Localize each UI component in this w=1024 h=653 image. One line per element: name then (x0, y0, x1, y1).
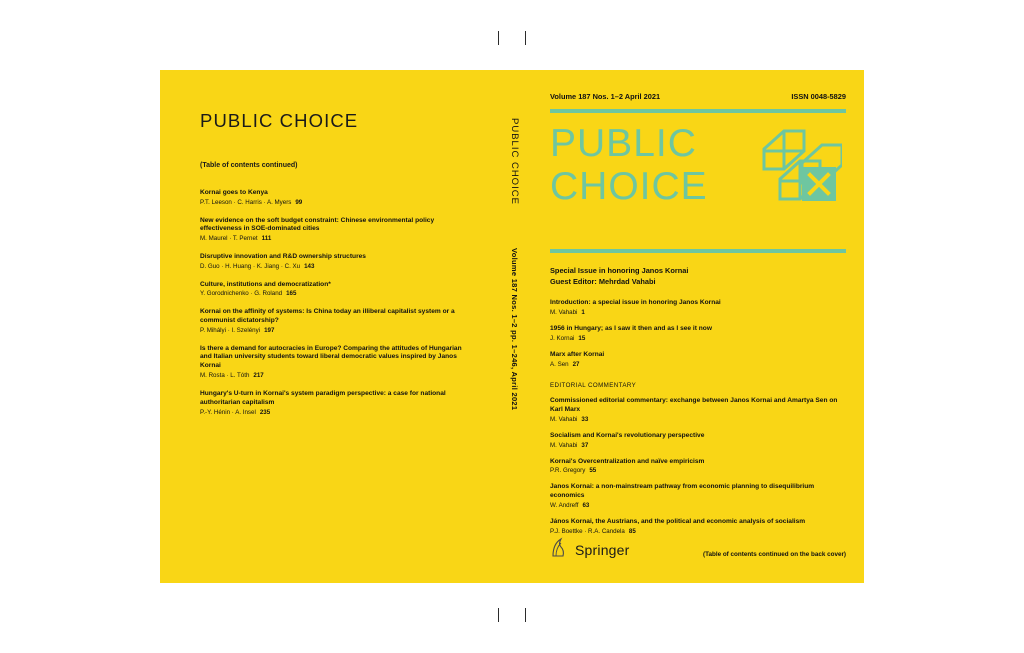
page-number: 111 (261, 235, 272, 243)
crop-mark-bottom-right (525, 608, 526, 622)
toc-continued-label: (Table of contents continued) (200, 162, 298, 169)
spine-title: PUBLIC CHOICE (509, 118, 520, 205)
article-authors (200, 263, 470, 272)
article-authors (200, 290, 470, 299)
article-title: Socialism and Kornai's revolutionary perspective (550, 431, 705, 439)
authors-text: P.T. Leeson · C. Harris · A. Myers (200, 198, 292, 206)
article-title: Commissioned editorial commentary: exchange between Janos Kornai and Amartya Sen on Karl Marx (550, 396, 838, 413)
authors-text: A. Sen (550, 360, 569, 368)
page-number: 85 (628, 528, 636, 536)
front-cover-toc (550, 299, 846, 535)
authors-text: D. Guo · H. Huang · K. Jiang · C. Xu (200, 262, 301, 270)
page-number: 143 (304, 262, 315, 270)
issn: ISSN 0048-5829 (791, 92, 846, 101)
article-authors (200, 327, 470, 336)
back-cover-toc (200, 189, 470, 417)
authors-text: M. Maurel · T. Pernet (200, 235, 258, 243)
article-title: Introduction: a special issue in honoring Janos Kornai (550, 299, 721, 307)
spine-volume-info: Volume 187 Nos. 1–2 pp. 1–246, April 2021 (510, 248, 519, 411)
crop-mark-top-right (525, 31, 526, 45)
list-item (200, 253, 470, 272)
authors-text: P.-Y. Hénin · A. Insel (200, 408, 256, 416)
page-number: 55 (589, 467, 597, 475)
toc-continued-note: (Table of contents continued on the back cover) (703, 551, 846, 559)
authors-text: W. Andreff (550, 502, 579, 510)
list-item (550, 397, 846, 423)
page-number: 165 (286, 290, 297, 298)
article-title: New evidence on the soft budget constraint: Chinese environmental policy effectiveness in SOE-dominated cities (200, 216, 435, 233)
journal-cover-spread (160, 70, 864, 583)
page-number: 217 (253, 372, 264, 380)
authors-text: Y. Gorodnichenko · G. Roland (200, 290, 283, 298)
publisher-logo (550, 536, 630, 563)
special-issue-title: Special Issue in honoring Janos Kornai (550, 266, 689, 275)
authors-text: P.R. Gregory (550, 467, 586, 475)
page-number: 15 (578, 335, 586, 342)
masthead-block (550, 113, 846, 245)
page-number: 235 (259, 408, 271, 416)
crop-mark-bottom-left (498, 608, 499, 622)
masthead-rule (550, 249, 846, 253)
authors-text: J. Kornai (550, 335, 575, 342)
article-title: Hungary's U-turn in Kornai's system paradigm perspective: a case for national authoritarian capitalism (200, 389, 446, 406)
list-item (200, 189, 470, 208)
article-authors (200, 235, 470, 244)
article-title: 1956 in Hungary; as I saw it then and as I see it now (550, 325, 712, 333)
article-title: Disruptive innovation and R&D ownership structures (200, 253, 366, 261)
publisher-name: Springer (575, 541, 630, 558)
article-authors (550, 467, 846, 474)
page-number: 27 (572, 360, 580, 368)
front-cover-header (550, 70, 846, 101)
crop-mark-top-left (498, 31, 499, 45)
article-title: Kornai on the affinity of systems: Is China today an illiberal capitalist system or a communist dictatorship? (200, 308, 455, 325)
page-number: 197 (264, 326, 275, 334)
list-item (550, 299, 846, 316)
article-title: János Kornai, the Austrians, and the political and economic analysis of socialism (550, 518, 806, 526)
authors-text: M. Vahabi (550, 415, 578, 423)
article-title: Janos Kornai: a non-mainstream pathway from economic planning to disequilibrium economics (550, 483, 815, 500)
article-authors (200, 199, 470, 208)
special-issue-block (550, 265, 846, 287)
masthead-line-1: PUBLIC (550, 122, 697, 165)
article-authors (550, 416, 846, 423)
springer-horse-icon (550, 536, 570, 563)
article-authors (550, 442, 846, 449)
masthead-line-2: CHOICE (550, 165, 708, 209)
article-title: Kornai goes to Kenya (200, 189, 268, 196)
masthead (550, 122, 708, 209)
section-heading-editorial-commentary: EDITORIAL COMMENTARY (550, 381, 637, 389)
authors-text: P.J. Boettke · R.A. Candela (550, 528, 625, 536)
list-item (550, 483, 846, 509)
list-item (550, 432, 846, 449)
article-title: Marx after Kornai (550, 351, 605, 358)
authors-text: M. Rosta · L. Tóth (200, 372, 250, 380)
article-authors (550, 309, 846, 316)
list-item (200, 308, 470, 335)
list-item (550, 458, 846, 475)
list-item (200, 217, 470, 244)
article-authors (550, 361, 846, 368)
list-item (200, 281, 470, 300)
page-number: 1 (581, 309, 585, 317)
guest-editor: Guest Editor: Mehrdad Vahabi (550, 277, 656, 287)
page-number: 63 (582, 502, 590, 510)
article-authors (200, 372, 470, 381)
list-item (550, 351, 846, 368)
list-item (200, 390, 470, 417)
volume-line: Volume 187 Nos. 1–2 April 2021 (550, 92, 661, 101)
spine (500, 70, 532, 583)
article-authors (550, 502, 846, 509)
cubes-logo-icon (758, 121, 842, 213)
list-item (550, 518, 846, 535)
back-cover (160, 70, 500, 583)
list-item (550, 325, 846, 342)
article-title: Culture, institutions and democratization* (200, 280, 331, 288)
page-number: 33 (581, 415, 589, 423)
page-number: 37 (581, 441, 589, 449)
front-cover (532, 70, 864, 583)
authors-text: M. Vahabi (550, 309, 578, 317)
list-item (200, 345, 470, 381)
back-cover-title: PUBLIC CHOICE (200, 110, 359, 131)
article-authors (550, 335, 846, 342)
article-title: Is there a demand for autocracies in Europe? Comparing the attitudes of Hungarian and Italian university students toward liberal democratic values inspired by Janos Kornai (200, 344, 462, 370)
authors-text: P. Mihályi · I. Szelényi (200, 326, 261, 334)
article-authors (550, 528, 846, 535)
page-number: 99 (295, 198, 303, 206)
article-authors (200, 409, 470, 418)
article-title: Kornai's Overcentralization and naïve empiricism (550, 457, 705, 465)
authors-text: M. Vahabi (550, 441, 578, 449)
